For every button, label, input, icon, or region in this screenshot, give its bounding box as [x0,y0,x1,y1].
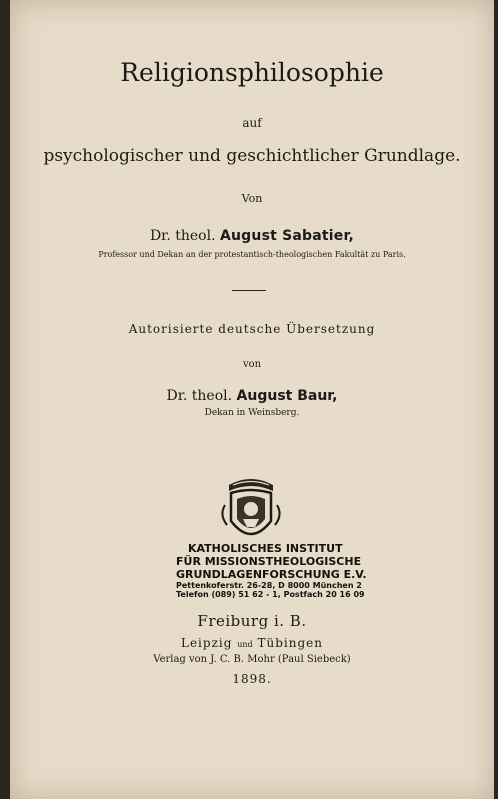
translator-name: August Baur, [236,388,338,404]
divider-rule [232,290,266,291]
author-line [10,228,494,244]
publication-year: 1898. [232,672,272,686]
stamp-line-3: GRUNDLAGENFORSCHUNG E.V. [176,568,367,581]
place-of-publication: Freiburg i. B. [197,612,307,630]
von-text: Von [241,192,263,205]
cities-und: und [237,640,253,649]
von-lower-text: von [242,359,262,370]
author-name: August Sabatier, [219,228,355,244]
stamp-line-4: Pettenkoferstr. 26-28, D 8000 München 2 [176,581,362,590]
translator-affiliation: Dekan in Weinsberg. [204,408,300,418]
book-subtitle: psychologischer und geschichtlicher Grundlage. [43,146,461,166]
book-title: Religionsphilosophie [120,58,384,87]
publisher-seal-icon [215,475,287,547]
translation-note: Autorisierte deutsche Übersetzung [128,322,376,336]
publisher-line: Verlag von J. C. B. Mohr (Paul Siebeck) [153,654,351,665]
author-affiliation: Professor und Dekan an der protestantisch-theologischen Fakultät zu Paris. [98,250,406,259]
library-stamp [176,542,376,599]
city-leipzig: Leipzig [180,636,233,650]
stamp-line-2: FÜR MISSIONSTHEOLOGISCHE [176,555,362,568]
city-tuebingen: Tübingen [257,636,324,650]
book-title-page [10,0,494,799]
author-prefix: Dr. theol. [149,228,216,244]
auf-text: auf [242,116,262,130]
translator-line [10,388,494,404]
publication-cities [10,636,494,650]
translator-prefix: Dr. theol. [166,388,233,404]
stamp-line-5: Telefon (089) 51 62 - 1, Postfach 20 16 09 [176,590,365,599]
stamp-line-1: KATHOLISCHES INSTITUT [188,542,343,555]
